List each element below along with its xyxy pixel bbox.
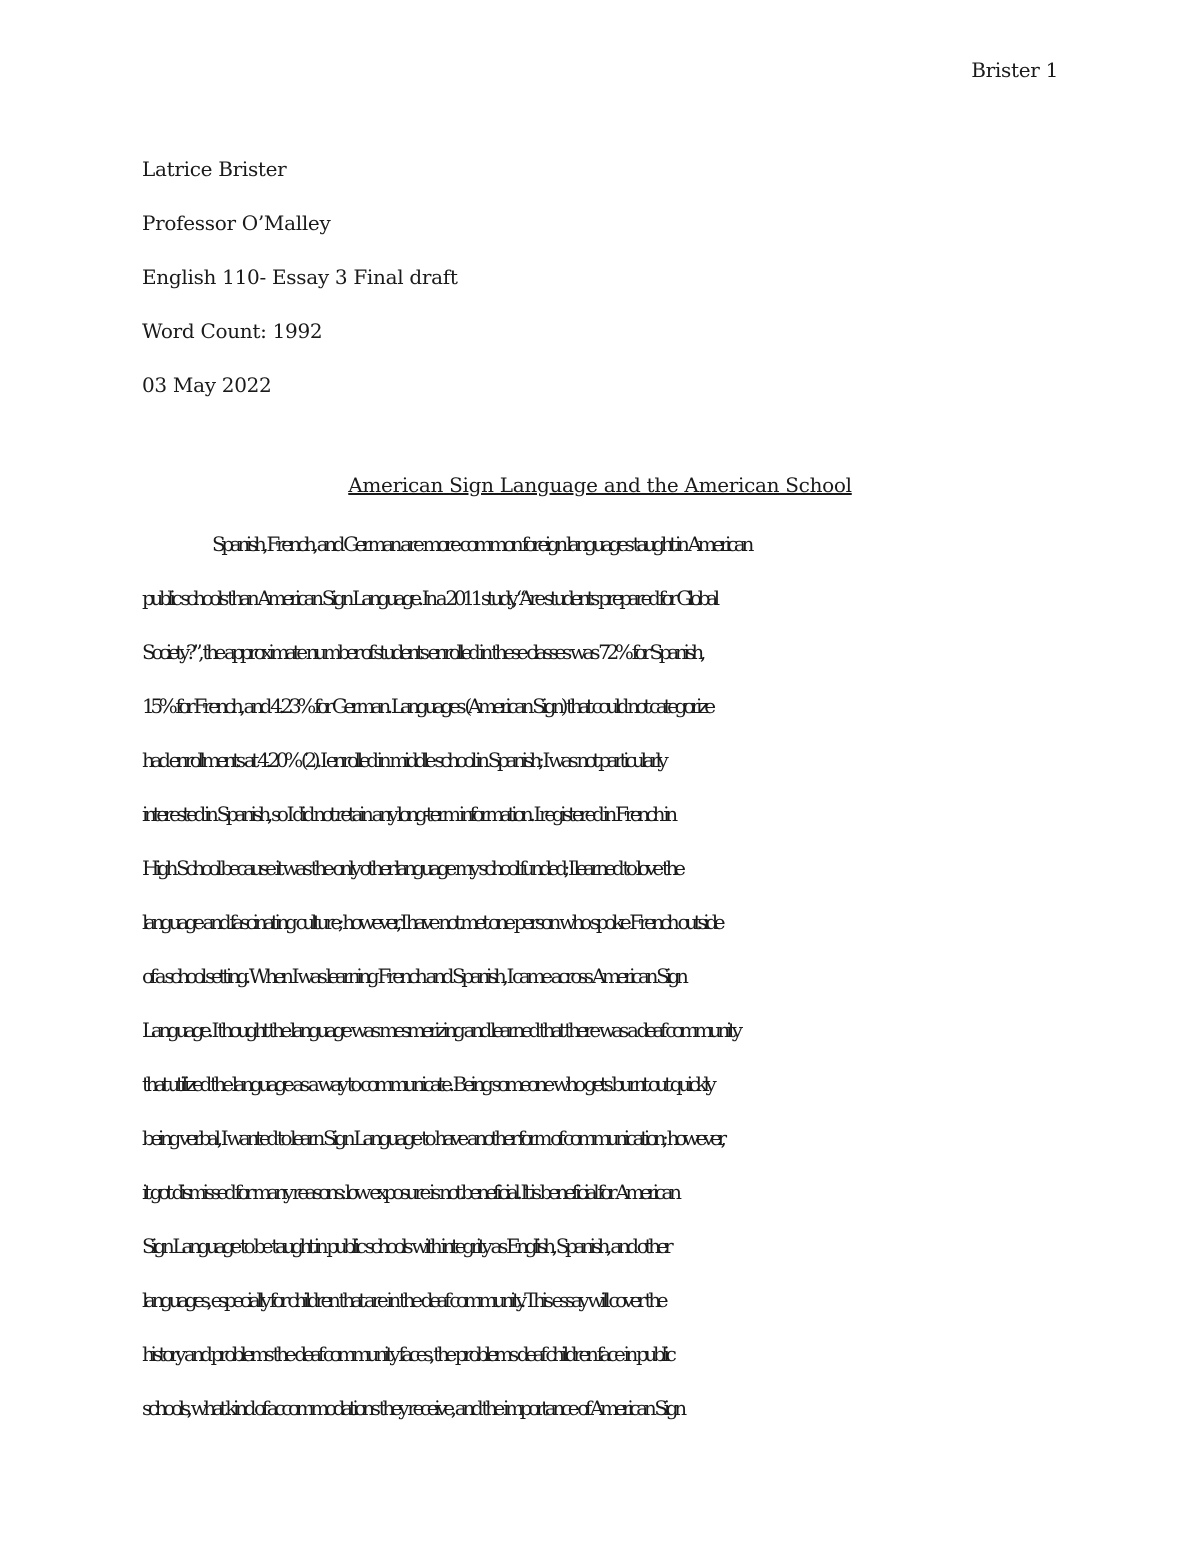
body-line: Language. I thought the language was mesmerizing and learned that there was a deaf community	[142, 1018, 739, 1042]
body-line: had enrollments at 4.20% (2). I enrolled in middle school in Spanish; I was not particularly	[142, 748, 665, 772]
essay-body	[142, 517, 1072, 1435]
body-line: Sign Language to be taught in public schools with integrity as English, Spanish, and other	[142, 1234, 670, 1258]
body-line: of a school setting. When I was learning French and Spanish, I came across American Sign	[142, 964, 685, 988]
course-info: English 110- Essay 3 Final draft	[142, 265, 458, 289]
body-line: languages, especially for children that are in the deaf community. This essay will cover the	[142, 1288, 665, 1312]
body-line: being verbal, I wanted to learn Sign Language to have another form of communication; however,	[142, 1126, 723, 1150]
body-line: public schools than American Sign Language. In a 2011 study, “Are students prepared for Global	[142, 586, 716, 610]
essay-date: 03 May 2022	[142, 373, 272, 397]
instructor-name: Professor O’Malley	[142, 211, 331, 235]
body-line: it got dismissed for many reasons: low exposure is not beneficial. It is beneficial for American	[142, 1180, 678, 1204]
body-line: Society?”, the approximate number of students enrolled in these classes was 72% for Spanish,	[142, 640, 702, 664]
word-count: Word Count: 1992	[142, 319, 323, 343]
body-line: High School because it was the only other language my school funded; I learned to love the	[142, 856, 682, 880]
running-header: Brister 1	[971, 58, 1058, 82]
mla-heading	[142, 142, 1058, 412]
body-line: language and fascinating culture; however, I have not met one person who spoke French outside	[142, 910, 722, 934]
body-line: Spanish, French, and German are more common foreign languages taught in American	[212, 532, 750, 556]
body-line: history and problems the deaf community faces, the problems deaf children face in public	[142, 1342, 673, 1366]
body-line: schools, what kind of accommodations they receive, and the importance of American Sign	[142, 1396, 683, 1420]
essay-title: American Sign Language and the American School	[348, 473, 852, 497]
body-line: 15% for French, and 4.23% for German. Languages (American Sign) that could not categorize	[142, 694, 712, 718]
body-line: that utilized the language as a way to communicate. Being someone who gets burnt out quickly	[142, 1072, 713, 1096]
author-name: Latrice Brister	[142, 157, 287, 181]
body-line: interested in Spanish, so I did not retain any long-term information. I registered in French in	[142, 802, 674, 826]
